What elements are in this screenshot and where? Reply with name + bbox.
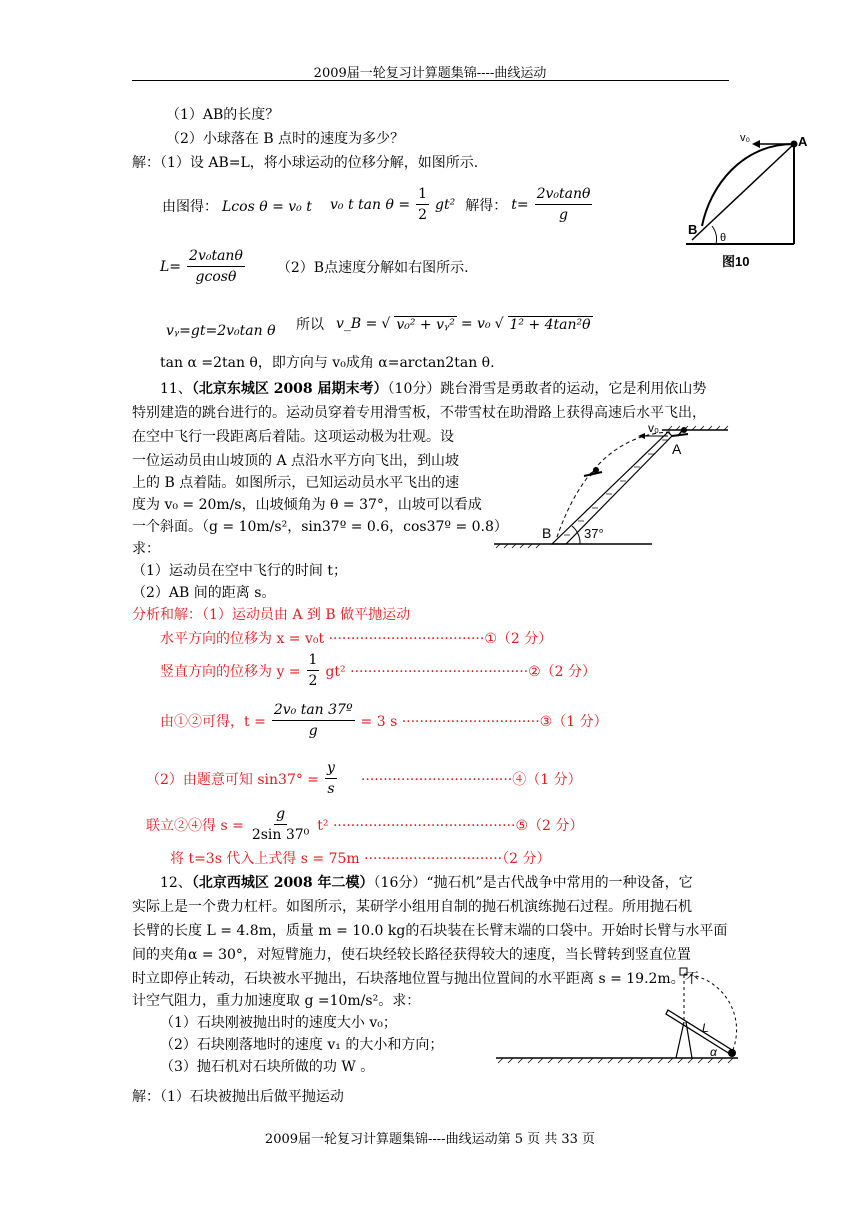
p10-vb-radicand-1: v₀² + vᵧ² <box>396 316 455 333</box>
p11-ans-v-post: gt² ········································②（2 分） <box>325 663 597 680</box>
treb-alpha-label: α <box>710 1045 717 1059</box>
p10-t-fraction <box>535 184 593 225</box>
p12-question-3: （3）抛石机对石块所做的功 W 。 <box>160 1059 375 1075</box>
p11-line6: 度为 v₀ = 20m/s，山坡倾角为 θ = 37°，山坡可以看成 <box>132 497 482 513</box>
p12-question-1: （1）石块刚被抛出时的速度大小 v₀； <box>160 1015 397 1031</box>
p12-line4: 间的夹角α = 30°，对短臂施力，使石块经较长路径获得较大的速度，当长臂转到竖直位置 <box>132 947 691 963</box>
p10-vb-mid: = v₀ <box>460 316 491 332</box>
p11-ans-j-post: t² ·········································⑤（2 分） <box>317 817 584 834</box>
figure-trebuchet <box>492 966 742 1070</box>
p11-line8: 求： <box>132 541 160 557</box>
p10-vb-equation <box>296 314 593 334</box>
fig10-caption: 图10 <box>722 254 750 269</box>
p11-ans-t-fraction <box>272 700 355 741</box>
p12-source: （北京西城区 2008 年二模） <box>191 875 374 891</box>
p11-ans-t-num: 2v₀ tan 37º <box>272 700 355 721</box>
figure-ski-jump <box>492 420 734 550</box>
p12-line3: 长臂的长度 L = 4.8m，质量 m = 10.0 kg的石块装在长臂末端的口袋中。开始时长臂与水平面 <box>132 923 728 939</box>
p11-line1-rest: （10分）跳台滑雪是勇敢者的运动，它是利用依山势 <box>387 381 707 397</box>
p10-L-equation <box>160 246 469 287</box>
p11-answer-head: 分析和解：（1）运动员由 A 到 B 做平抛运动 <box>132 607 411 623</box>
p12-question-2: （2）石块刚落地时的速度 v₁ 的大小和方向； <box>160 1037 444 1053</box>
page-footer: 2009届一轮复习计算题集锦----曲线运动第 5 页 共 33 页 <box>264 1132 596 1147</box>
sqrt-icon: √ <box>494 316 504 332</box>
p11-ans-j-fraction <box>250 804 311 845</box>
p12-number: 12、 <box>160 875 192 891</box>
p11-ans-j-num: g <box>274 804 287 825</box>
treb-stone <box>728 1049 736 1057</box>
p11-ans-v-fraction <box>307 650 320 691</box>
fig10-angle-arc <box>712 226 717 244</box>
fig10-v0-label: v₀ <box>740 132 751 144</box>
p11-ans-s-post: ··································④（1 分） <box>360 771 582 788</box>
p10-eq1b <box>330 184 594 225</box>
ski-slope <box>552 432 672 544</box>
p10-eq1b-den: 2 <box>418 207 428 223</box>
p10-eq1-label: 由图得： <box>162 199 218 215</box>
fig10-ball <box>791 141 798 148</box>
p10-L-den: gcosθ <box>195 269 237 285</box>
p11-answer-combine <box>146 804 583 845</box>
p12-line5: 时立即停止转动，石块被水平抛出，石块落地位置与抛出位置间的水平距离 s = 19.2m。不 <box>132 971 699 987</box>
p11-line5: 上的 B 点着陆。如图所示，已知运动员水平飞出的速 <box>132 475 460 491</box>
p10-eq1b-num: 1 <box>416 184 429 205</box>
p11-ans-s-num: y <box>325 758 337 779</box>
p12-line2: 实际上是一个费力杠杆。如图所示，某研学小组用自制的抛石机演练抛石过程。所用抛石机 <box>132 899 692 915</box>
ski-slope-hatching <box>564 440 668 535</box>
p10-eq1b-pre: v₀ t tan θ = <box>330 196 411 213</box>
p11-question-2: （2）AB 间的距离 s。 <box>132 585 276 601</box>
page-header: 2009届一轮复习计算题集锦----曲线运动 <box>313 66 547 81</box>
header-rule <box>132 80 729 81</box>
p11-source: （北京东城区 2008 届期末考） <box>191 381 388 397</box>
p10-t-lhs: t= <box>511 196 529 213</box>
ski-A-label: A <box>672 441 682 457</box>
p11-line3: 在空中飞行一段距离后着陆。这项运动极为壮观。设 <box>132 429 454 445</box>
skier-top-icon <box>672 427 688 436</box>
fig10-B-label: B <box>688 222 698 237</box>
p12-solution: 解：（1）石块被抛出后做平抛运动 <box>132 1089 344 1105</box>
treb-L-label: L <box>702 1021 709 1035</box>
p10-part2: （2）B点速度分解如右图所示. <box>276 259 469 276</box>
p10-tan-line: tan α =2tan θ，即方向与 v₀成角 α=arctan2tan θ. <box>160 355 495 371</box>
p10-eq1b-post: gt² <box>435 196 456 213</box>
p10-question-1: （1）AB的长度？ <box>166 107 280 123</box>
p11-ans-s-pre: （2）由题意可知 sin37° = <box>146 771 320 788</box>
treb-arc-dashed <box>684 974 737 1052</box>
p11-ans-v-den: 2 <box>308 673 318 689</box>
treb-arm <box>666 1010 732 1054</box>
p11-ans-t-post: = 3 s ·······························③（1 分） <box>360 713 608 730</box>
p11-answer-sine <box>146 758 582 799</box>
p11-ans-v-num: 1 <box>307 650 320 671</box>
ski-angle-label: 37° <box>584 526 604 541</box>
treb-support-left <box>676 1022 684 1058</box>
p11-ans-s-fraction <box>325 758 337 799</box>
sqrt-icon: √ <box>381 316 391 332</box>
p10-solution-intro: 解：（1）设 AB=L，将小球运动的位移分解，如图所示. <box>132 155 479 171</box>
p10-vy-equation: vᵧ=gt=2v₀tan θ <box>166 323 276 339</box>
p11-answer-vertical <box>160 650 596 691</box>
fig10-incline <box>692 144 794 240</box>
p10-eq1a: Lcos θ = v₀ t <box>222 199 312 215</box>
p12-line1-rest: （16分）“抛石机”是古代战争中常用的一种设备，它 <box>373 875 693 891</box>
p10-solve-label: 解得： <box>465 197 508 214</box>
p11-line4: 一位运动员由山坡顶的 A 点沿水平方向飞出，到山坡 <box>132 453 460 469</box>
p11-answer-final: 将 t=3s 代入上式得 s = 75m ·······························（2 分） <box>170 851 551 867</box>
p11-ans-j-pre: 联立②④得 s = <box>146 817 244 834</box>
arrow-left-icon <box>752 140 760 148</box>
p11-question-1: （1）运动员在空中飞行的时间 t； <box>132 563 347 579</box>
p11-number: 11、 <box>160 381 192 397</box>
p10-question-2: （2）小球落在 B 点时的速度为多少？ <box>166 131 405 147</box>
skier-mid-icon <box>584 467 602 476</box>
p11-ans-s-den: s <box>327 781 335 797</box>
p10-vb-radicand-2: 1² + 4tan²θ <box>509 316 591 333</box>
p10-t-den: g <box>559 207 568 223</box>
p11-ans-j-den: 2sin 37⁰ <box>251 827 310 843</box>
p12-line1 <box>160 872 693 894</box>
p11-answer-time <box>160 700 608 741</box>
p11-answer-horizontal: 水平方向的位移为 x = v₀t ···································①（2 分） <box>160 631 553 647</box>
p11-line2: 特别建造的跳台进行的。运动员穿着专用滑雪板，不带雪杖在助滑路上获得高速后水平飞出， <box>132 405 706 421</box>
ski-v0-label: v₀ <box>648 421 659 435</box>
p12-line6: 计空气阻力，重力加速度取 g =10m/s²。求： <box>132 993 421 1009</box>
ski-angle-arc <box>572 526 580 544</box>
ski-B-label: B <box>542 525 552 541</box>
p11-ans-t-pre: 由①②可得，t = <box>160 713 266 730</box>
p10-eq1b-fraction <box>416 184 429 225</box>
p11-line7: 一个斜面。（g = 10m/s²，sin37º = 0.6，cos37º = 0.8） <box>132 519 508 535</box>
fig10-theta-label: θ <box>720 232 727 244</box>
p10-L-num: 2v₀tanθ <box>187 246 245 267</box>
p10-t-num: 2v₀tanθ <box>535 184 593 205</box>
p11-ans-v-pre: 竖直方向的位移为 y = <box>160 663 301 680</box>
fig10-A-label: A <box>798 134 808 149</box>
p10-vb-lhs: v_B = <box>336 316 378 332</box>
p10-L-lhs: L= <box>160 258 182 275</box>
p11-line1 <box>160 378 706 400</box>
p11-ans-t-den: g <box>308 723 318 739</box>
p10-so-label: 所以 <box>296 317 324 333</box>
p10-L-fraction <box>187 246 245 287</box>
figure-10 <box>682 126 812 272</box>
